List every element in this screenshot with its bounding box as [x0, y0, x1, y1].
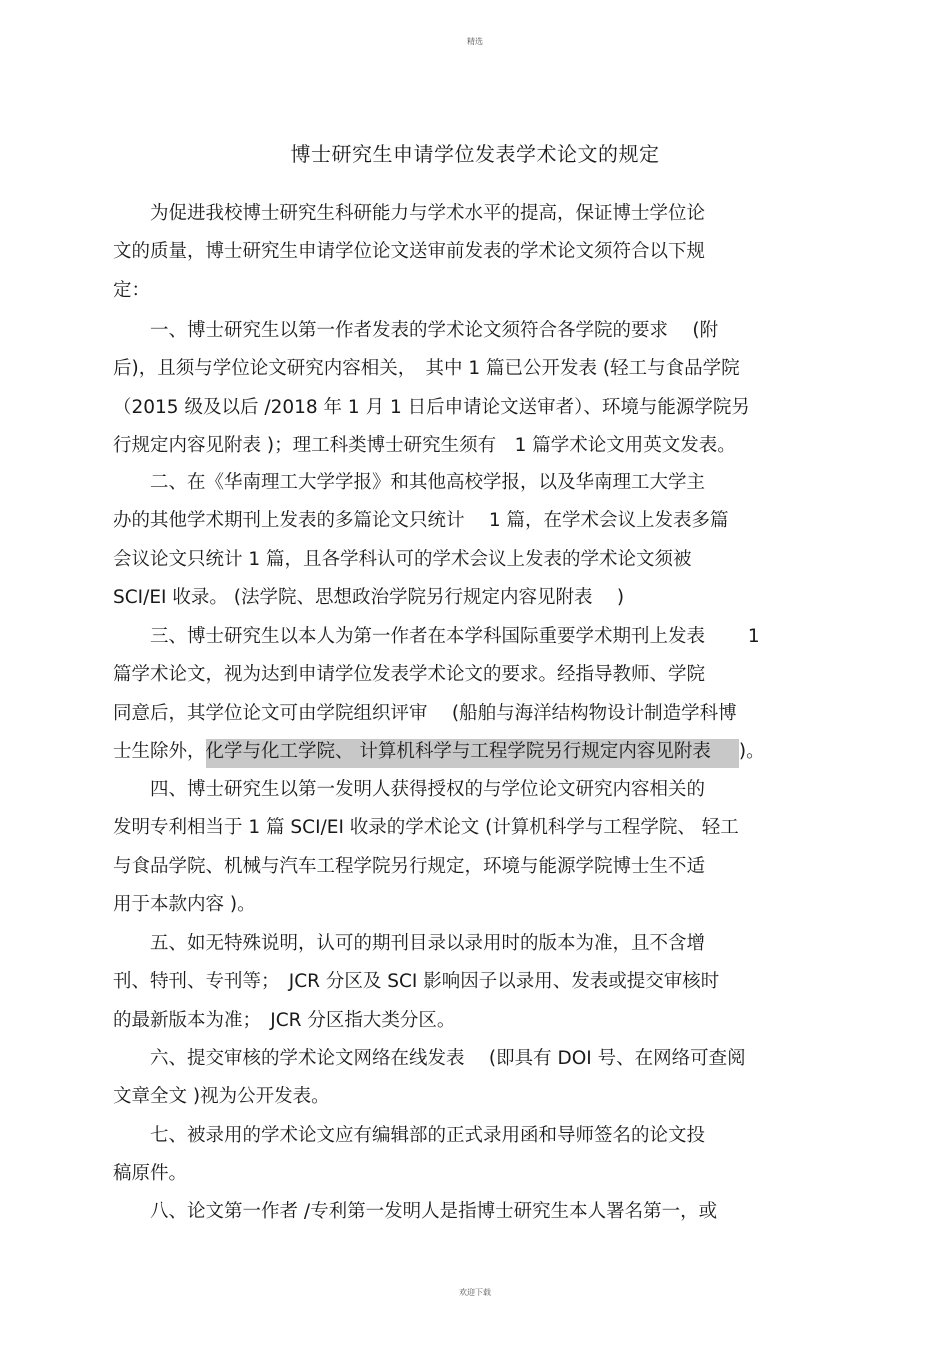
- text-line: 发明专利相当于 1 篇 SCI/EI 收录的学术论文 (计算机科学与工程学院、 轻工: [113, 817, 739, 839]
- text-fragment: )。: [738, 741, 765, 763]
- text-line: 与食品学院、机械与汽车工程学院另行规定，环境与能源学院博士生不适: [113, 855, 706, 877]
- text-line: 为促进我校博士研究生科研能力与学术水平的提高，保证博士学位论: [113, 203, 706, 224]
- page-header: 精选: [467, 37, 483, 46]
- article-2: [113, 464, 729, 618]
- text-line: 七、被录用的学术论文应有编辑部的正式录用函和导师签名的论文投: [113, 1125, 706, 1146]
- text-line: 行规定内容见附表 )；理工科类博士研究生须有 1 篇学术论文用英文发表。: [113, 435, 736, 457]
- text-line: 刊、特刊、专刊等； JCR 分区及 SCI 影响因子以录用、发表或提交审核时: [113, 971, 720, 993]
- intro-paragraph: [113, 195, 705, 310]
- text-line: 定：: [113, 279, 151, 301]
- text-line: 办的其他学术期刊上发表的多篇论文只统计 1 篇，在学术会议上发表多篇: [113, 510, 729, 532]
- text-line: 四、博士研究生以第一发明人获得授权的与学位论文研究内容相关的: [113, 779, 706, 800]
- document-title: 博士研究生申请学位发表学术论文的规定: [290, 142, 660, 166]
- article-5: [113, 925, 719, 1040]
- text-line: 会议论文只统计 1 篇，且各学科认可的学术会议上发表的学术论文须被: [113, 548, 692, 570]
- text-line: 的最新版本为准； JCR 分区指大类分区。: [113, 1009, 456, 1031]
- text-line: 篇学术论文，视为达到申请学位发表学术论文的要求。经指导教师、学院: [113, 664, 706, 686]
- text-line: 一、博士研究生以第一作者发表的学术论文须符合各学院的要求 (附: [113, 320, 719, 341]
- text-line: 八、论文第一作者 /专利第一发明人是指博士研究生本人署名第一，或: [113, 1201, 718, 1222]
- text-line: 文章全文 )视为公开发表。: [113, 1086, 330, 1108]
- text-line: 用于本款内容 )。: [113, 894, 256, 916]
- text-line: （2015 级及以后 /2018 年 1 月 1 日后申请论文送审者）、环境与能源学院另: [113, 396, 750, 418]
- text-line: 稿原件。: [113, 1163, 188, 1185]
- text-line: 三、博士研究生以本人为第一作者在本学科国际重要学术期刊上发表 1: [113, 626, 760, 647]
- text-line: SCI/EI 收录。 (法学院、思想政治学院另行规定内容见附表 ): [113, 587, 625, 609]
- article-4: [113, 771, 739, 925]
- article-7: [113, 1117, 705, 1194]
- article-1: [113, 312, 750, 466]
- text-line: 五、如无特殊说明，认可的期刊目录以录用时的版本为准，且不含增: [113, 933, 706, 954]
- article-6: [113, 1040, 746, 1117]
- highlighted-text: 化学与化工学院、 计算机科学与工程学院另行规定内容见附表: [206, 739, 739, 768]
- article-3: [113, 618, 765, 772]
- text-line: 文的质量，博士研究生申请学位论文送审前发表的学术论文须符合以下规: [113, 241, 706, 263]
- text-line: [113, 733, 765, 771]
- article-8: [113, 1193, 717, 1231]
- text-line: 后)，且须与学位论文研究内容相关， 其中 1 篇已公开发表 (轻工与食品学院: [113, 358, 740, 380]
- text-line: 同意后，其学位论文可由学院组织评审 (船舶与海洋结构物设计制造学科博: [113, 702, 737, 724]
- text-fragment: 士生除外，: [113, 741, 206, 763]
- page-footer: 欢迎下载: [459, 1288, 491, 1297]
- text-line: 二、在《华南理工大学学报》和其他高校学报，以及华南理工大学主: [113, 472, 706, 493]
- text-line: 六、提交审核的学术论文网络在线发表 (即具有 DOI 号、在网络可查阅: [113, 1048, 746, 1069]
